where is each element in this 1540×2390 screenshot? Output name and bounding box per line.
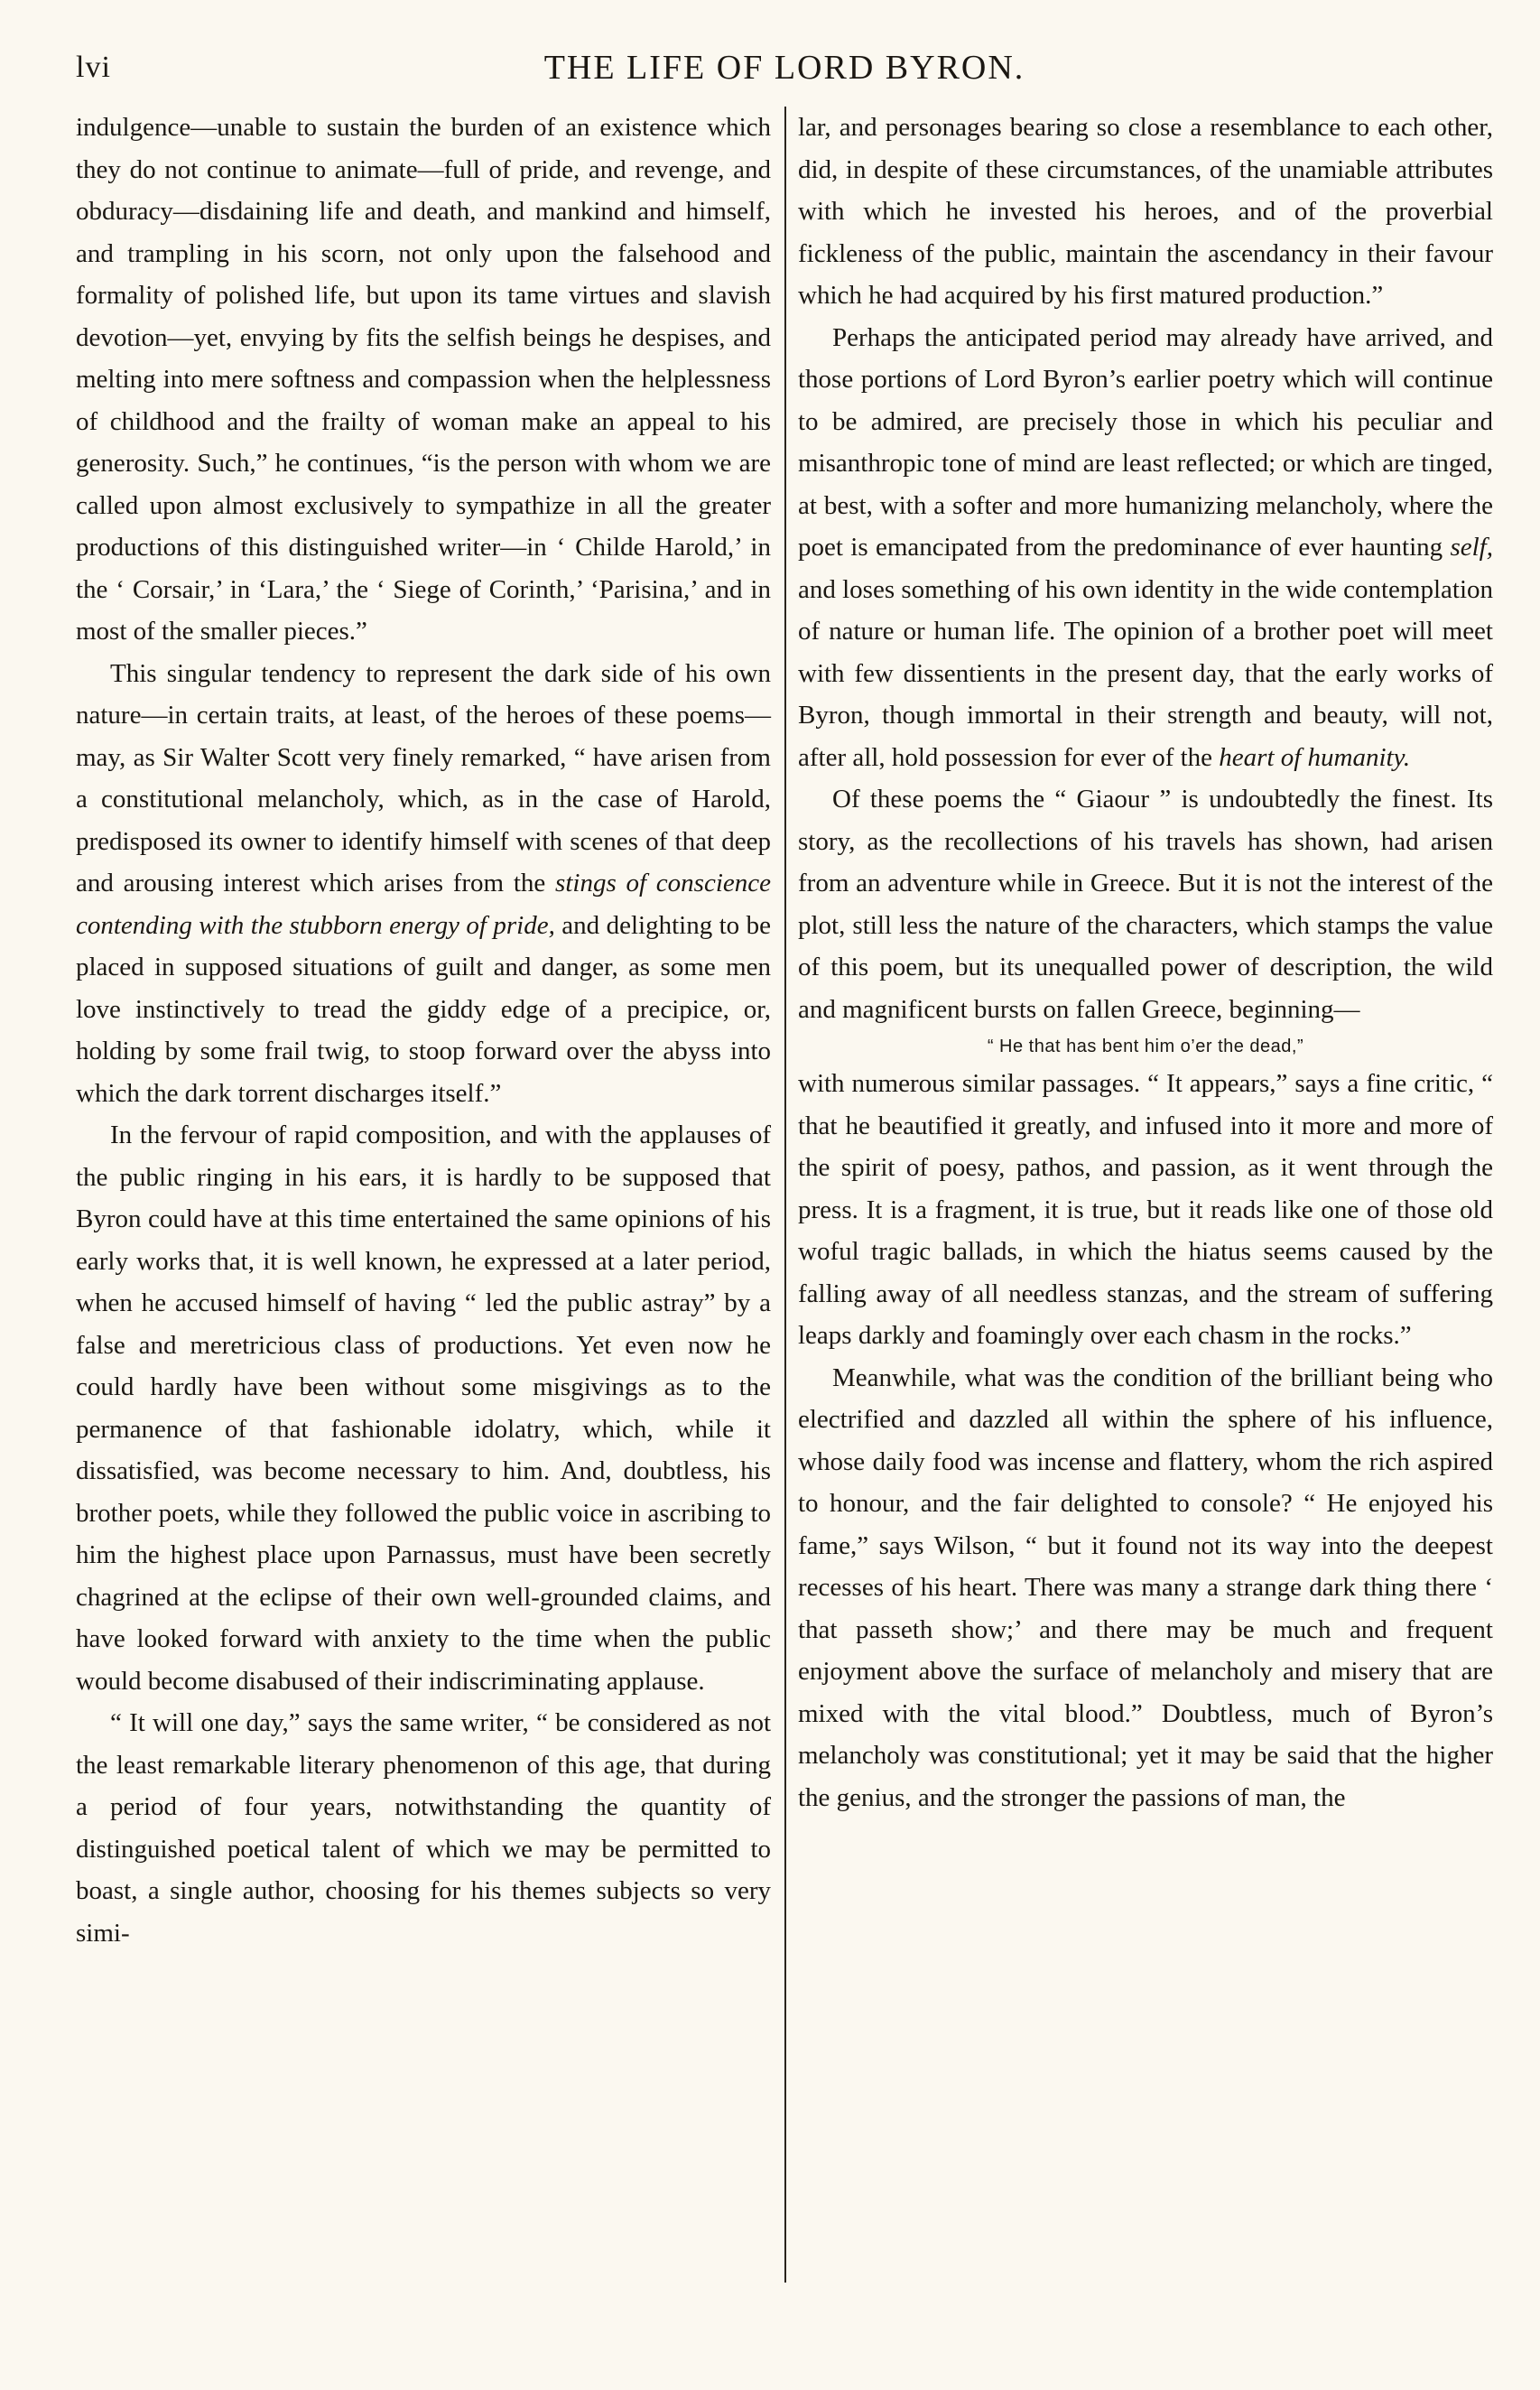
- paragraph: Of these poems the “ Giaour ” is undoubtedly the finest. Its story, as the recollections of his travels has shown, had arisen from an adventure while in Greece. But it is not the interest of the plot, still less the nature of the characters, which stamps the value of this poem, but its unequalled power of description, the wild and magnificent bursts on fallen Greece, beginning—: [798, 785, 1493, 1024]
- italic-word: self,: [1450, 533, 1493, 562]
- paragraph: Meanwhile, what was the condition of the brilliant being who electrified and dazzled all within the sphere of his influence, whose daily food was incense and flattery, whom the rich aspired to honour, and the fair delighted to console? “ He enjoyed his fame,” says Wilson, “ but it found not its way into the deepest recesses of his heart. There was many a strange dark thing there ‘ that passeth show;’ and there may be much and frequent enjoyment above the surface of melancholy and misery that are mixed with the vital blood.” Doubtless, much of Byron’s melancholy was constitutional; yet it may be said that the higher the genius, and the stronger the passions of man, the: [798, 1362, 1493, 1812]
- italic-phrase: heart of humanity.: [1219, 742, 1411, 772]
- text-run: Perhaps the anticipated period may already have arrived, and those portions of Lord Byron’s earlier poetry which will continue to be admired, are precisely those in which his peculiar and misanthropic tone of mind are least reflected; or which are tinged, at best, with a softer and more humanizing melancholy, where the poet is emancipated from the predominance of ever haunting: [798, 322, 1493, 562]
- italic-phrase: stings of conscience contending with the stubborn energy of pride,: [76, 869, 771, 940]
- right-column: [798, 107, 1493, 1818]
- text-run: This singular tendency to represent the dark side of his own nature—in certain traits, at least, of the heroes of these poems—may, as Sir Walter Scott very finely remarked, “ have arisen from a constitutional melancholy, which, as in the case of Harold, predisposed its owner to identify himself with scenes of that deep and arousing interest which arises from the: [76, 658, 771, 897]
- paragraph: with numerous similar passages. “ It appears,” says a fine critic, “ that he beautified it greatly, and infused into it more and more of the spirit of poesy, pathos, and passion, as it went through the press. It is a fragment, it is true, but it reads like one of those old woful tragic ballads, in which the hiatus seems caused by the falling away of all needless stanzas, and the stream of suffering leaps darkly and foamingly over each chasm in the rocks.”: [798, 1069, 1493, 1350]
- paragraph: “ It will one day,” says the same writer, “ be considered as not the least remarkable literary phenomenon of this age, that during a period of four years, notwithstanding the quantity of distinguished poetical talent of which we may be permitted to boast, a single author, choosing for his themes subjects so very simi-: [76, 1708, 771, 1948]
- quoted-verse: “ He that has bent him o’er the dead,”: [987, 1037, 1304, 1056]
- text-run: and loses something of his own identity in the wide contemplation of nature or human life. The opinion of a brother poet will meet with few dissentients in the present day, that the early works of Byron, though immortal in their strength and beauty, will not, after all, hold possession for ever of the: [798, 574, 1494, 772]
- column-divider: [784, 107, 786, 2283]
- paragraph: [798, 317, 1493, 779]
- page-number: lvi: [76, 51, 111, 84]
- running-title: THE LIFE OF LORD BYRON.: [543, 49, 1025, 87]
- left-column: [76, 107, 771, 1954]
- paragraph: indulgence—unable to sustain the burden of an existence which they do not continue to animate—full of pride, and revenge, and obduracy—disdaining life and death, and mankind and himself, and trampling in his scorn, not only upon the falsehood and formality of polished life, but upon its tame virtues and slavish devotion—yet, envying by fits the selfish beings he despises, and melting into mere softness and compassion when the helplessness of childhood and the frailty of woman make an appeal to his generosity. Such,” he continues, “is the person with whom we are called upon almost exclusively to sympathize in all the greater productions of this distinguished writer—in ‘ Childe Harold,’ in the ‘ Corsair,’ in ‘Lara,’ the ‘ Siege of Corinth,’ ‘Parisina,’ and in most of the smaller pieces.”: [76, 113, 771, 646]
- paragraph: lar, and personages bearing so close a resemblance to each other, did, in despite of these circumstances, of the unamiable attributes with which he invested his heroes, and of the proverbial fickleness of the public, maintain the ascendancy in their favour which he had acquired by his first matured production.”: [798, 113, 1493, 310]
- page-header: [76, 45, 1493, 90]
- paragraph: [76, 653, 771, 1115]
- text-run: and delighting to be placed in supposed situations of guilt and danger, as some men love instinctively to tread the giddy edge of a precipice, or, holding by some frail twig, to stoop forward over the abyss into which the dark torrent discharges itself.”: [76, 910, 771, 1108]
- paragraph: In the fervour of rapid composition, and with the applauses of the public ringing in his ears, it is hardly to be supposed that Byron could have at this time entertained the same opinions of his early works that, it is well known, he expressed at a later period, when he accused himself of having “ led the public astray” by a false and meretricious class of productions. Yet even now he could hardly have been without some misgivings as to the permanence of that fashionable idolatry, which, while it dissatisfied, was become necessary to him. And, doubtless, his brother poets, while they followed the public voice in ascribing to him the highest place upon Parnassus, must have been secretly chagrined at the eclipse of their own well-grounded claims, and have looked forward with anxiety to the time when the public would become disabused of their indiscriminating applause.: [76, 1121, 771, 1696]
